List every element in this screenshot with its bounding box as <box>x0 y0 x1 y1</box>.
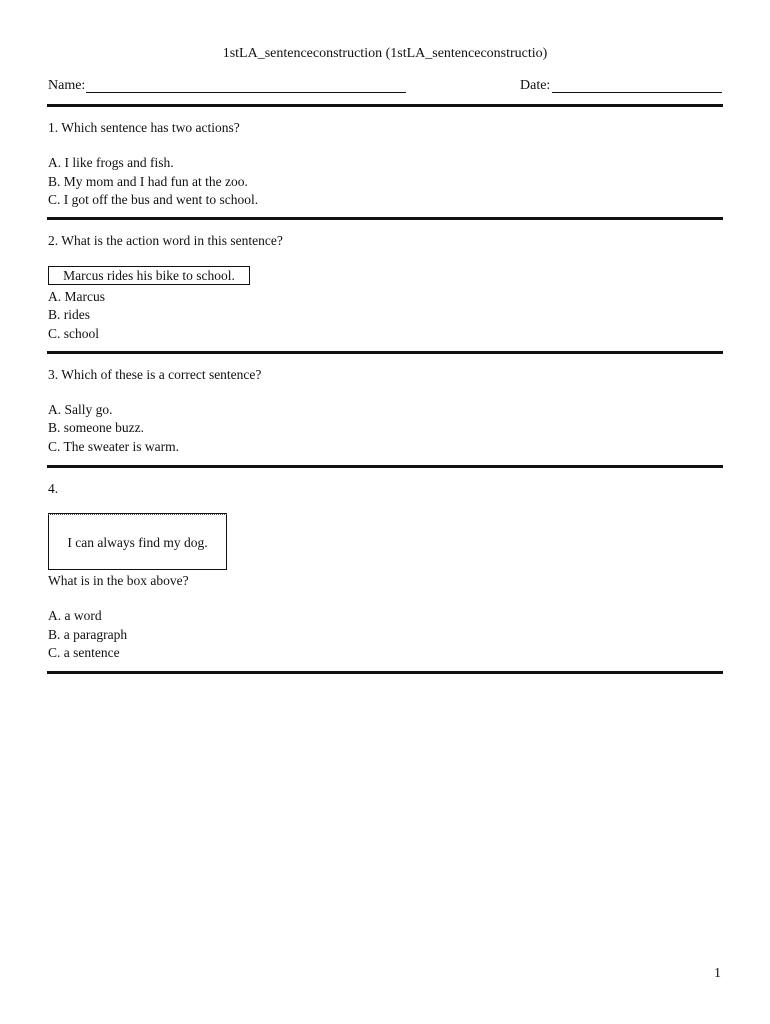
date-field-line[interactable] <box>552 92 722 93</box>
name-label: Name: <box>48 78 86 93</box>
question-4-sentence-text: I can always find my dog. <box>67 535 208 550</box>
section-divider <box>47 671 723 674</box>
question-4-followup: What is in the box above? <box>48 573 189 588</box>
question-1-option-c: C. I got off the bus and went to school. <box>48 192 259 207</box>
question-4-option-c: C. a sentence <box>48 645 120 660</box>
document-title: 1stLA_sentenceconstruction (1stLA_sentenceconstructio) <box>222 46 548 61</box>
question-1-prompt: 1. Which sentence has two actions? <box>48 120 240 135</box>
question-3-option-c: C. The sweater is warm. <box>48 439 179 454</box>
section-divider <box>47 465 723 468</box>
question-1-option-a: A. I like frogs and fish. <box>48 155 174 170</box>
page-number: 1 <box>714 966 721 981</box>
section-divider <box>47 351 723 354</box>
section-divider <box>47 217 723 220</box>
question-2-option-c: C. school <box>48 326 100 341</box>
question-3-option-b: B. someone buzz. <box>48 420 144 435</box>
section-divider <box>47 104 723 107</box>
question-2-option-b: B. rides <box>48 307 90 322</box>
question-2-sentence-box: Marcus rides his bike to school. <box>48 266 250 285</box>
box-dotted-edge <box>48 514 227 515</box>
question-3-prompt: 3. Which of these is a correct sentence? <box>48 367 262 382</box>
question-4-prompt: 4. <box>48 481 59 496</box>
name-field-line[interactable] <box>86 92 406 93</box>
question-2-prompt: 2. What is the action word in this sentence? <box>48 233 283 248</box>
question-2-option-a: A. Marcus <box>48 289 105 304</box>
question-4-option-b: B. a paragraph <box>48 627 128 642</box>
question-1-option-b: B. My mom and I had fun at the zoo. <box>48 174 248 189</box>
question-3-option-a: A. Sally go. <box>48 402 113 417</box>
question-4-option-a: A. a word <box>48 608 102 623</box>
date-label: Date: <box>520 78 551 93</box>
